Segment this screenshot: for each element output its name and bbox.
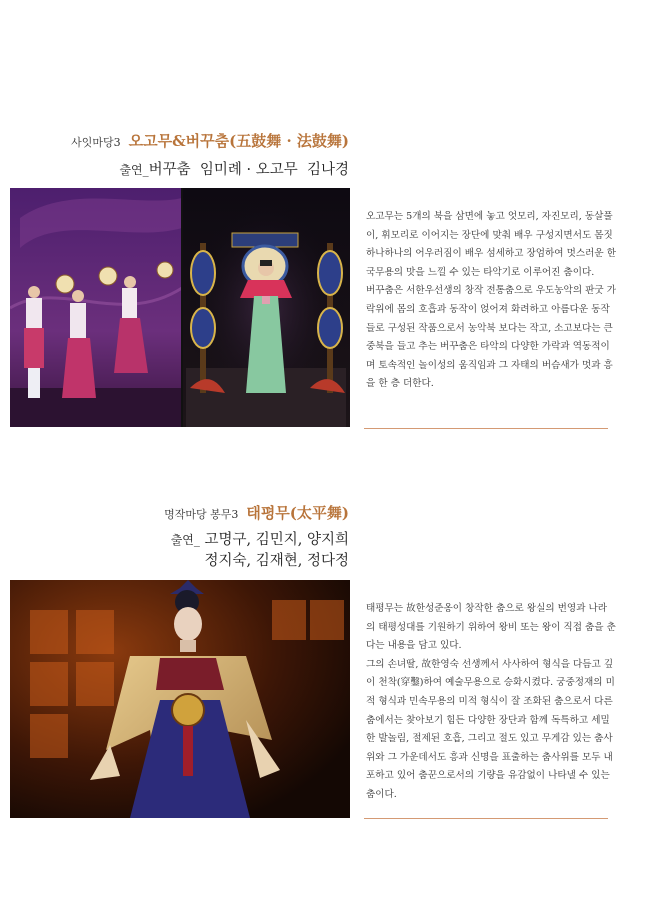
section1-title: 오고무&버꾸춤(五鼓舞 · 法鼓舞) — [128, 132, 349, 150]
section1-cast-names: 버꾸춤 임미례 · 오고무 김나경 — [148, 162, 349, 178]
section2-cast-line-1: 고명구, 김민지, 양지희 — [204, 532, 349, 548]
section1-paragraph-2: 버꾸춤은 서한우선생의 창작 전통춤으로 우도농악의 판굿 가락위에 몸의 호흡과 동작이 얹어져 화려하고 아름다운 동작들로 구성된 작품으로서 농악북 보다는 작고, 소고보다는 큰 중북을 들고 추는 버꾸춤은 타악의 다양한 가락과 역동적이며 토속적인 놀이성의 움직임과 그 자태의 버슴새가 멋과 흥을 한 층 더한다. — [366, 285, 616, 390]
section2-photo — [10, 580, 350, 818]
section2-cast — [171, 530, 349, 572]
section1-kicker: 사잇마당3 — [71, 136, 121, 149]
section1-photo — [10, 188, 350, 427]
section2-cast-line-2: 정지숙, 김재현, 정다정 — [204, 553, 349, 569]
section1-paragraph-1: 오고무는 5개의 북을 삼면에 놓고 엇모리, 자진모리, 동살풀이, 휘모리로 이어지는 장단에 맞춰 배우 구성지면서도 몸짓 하나하나의 어우러짐이 배우 섬세하고 장엄하여 멋스러운 한국무용의 맛을 느낄 수 있는 타악기로 이루어진 춤이다. — [366, 211, 616, 278]
section1-cast-label: 출연_ — [119, 163, 149, 177]
section1-heading — [71, 130, 349, 151]
section2-cast-label: 출연_ — [170, 533, 200, 547]
section2-paragraph-2: 그의 손녀딸, 故한영숙 선생께서 사사하여 형식을 다듬고 깊이 천착(穿鑿)하여 예술무용으로 승화시켰다. 궁중정재의 미적 형식과 민속무용의 미적 형식이 잘 조화된 춤으로서 다른 춤에서는 찾아보기 힘든 다양한 장단과 함께 독특하고 세밀한 발놀림, 절제된 호흡, 그리고 절도 있고 무게감 있는 춤사위와 그 가운데서도 흥과 신명을 표출하는 춤사위를 모두 내포하고 있어 춤꾼으로서의 기량을 유감없이 나타낼 수 있는 춤이다. — [366, 658, 615, 800]
section2-paragraph-1: 태평무는 故한성준옹이 창작한 춤으로 왕실의 번영과 나라의 태평성대를 기원하기 위하여 왕비 또는 왕이 직접 춤을 춘다는 내용을 담고 있다. — [366, 603, 616, 652]
section1-cast — [119, 160, 349, 181]
section2-title: 태평무(太平舞) — [246, 504, 349, 522]
section1-body — [366, 208, 616, 394]
section2-kicker: 명작마당 봉무3 — [164, 508, 239, 521]
section1-divider — [364, 428, 608, 429]
section2-divider — [364, 818, 608, 819]
section2-body — [366, 600, 616, 805]
section2-heading — [164, 502, 349, 523]
